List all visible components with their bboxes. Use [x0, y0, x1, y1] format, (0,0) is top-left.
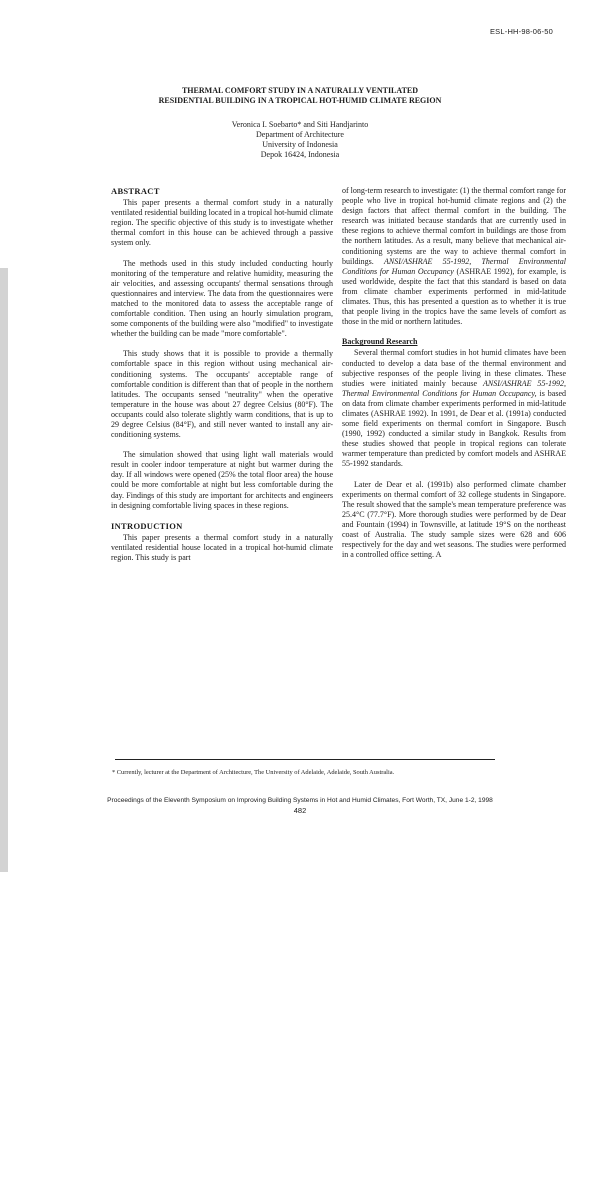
background-paragraph-2: Later de Dear et al. (1991b) also performed climate chamber experiments on thermal comfort of 32 college students in Singapore. The result showed that the sample's mean temperature preference was 25.4°C (77.7°F). More thorough studies were performed by de Dear and Fountain (1994) in Townsville, at latitude 19°S on the northeast coast of Australia. The study sample sizes were 628 and 606 respectively for the day and wet seasons. The studies were performed in a controlled office setting. A: [342, 479, 566, 560]
footnote: * Currently, lecturer at the Department of Architecture, The University of Adelaide, Adelaide, South Australia.: [112, 769, 395, 776]
left-column: [111, 186, 333, 573]
authors: Veronica I. Soebarto* and Siti Handjarinto: [231, 120, 369, 129]
footnote-divider: [115, 759, 495, 760]
right-column: [342, 186, 566, 570]
report-id: ESL-HH-98-06-50: [489, 27, 553, 36]
background-paragraph-1: [342, 348, 566, 469]
affiliation-department: Department of Architecture: [256, 130, 344, 139]
intro-standard-reference: ANSI/ASHRAE 55-1992, Thermal Environmental Conditions for Human Occupancy: [342, 256, 566, 276]
paper-header: [100, 86, 500, 160]
page-number: 482: [293, 806, 307, 815]
intro-cont-text-start: of long-term research to investigate: (1) the thermal comfort range for people who live in tropical hot-humid climate regions and (2) the design factors that affect thermal comfort in the building. The research was initiated because standards that are currently used in these regions to achieve thermal comfort in buildings are those from the northern latitudes. As a result, many believe that mechanical air-conditioning systems are the way to achieve thermal comfort in buildings.: [342, 186, 566, 266]
abstract-paragraph-2: The methods used in this study included conducting hourly monitoring of the temperature and relative humidity, measuring the air velocities, and assessing occupants' thermal sensations through questionnaires and interview. The data from the questionnaires were matched to the monitored data to assess the acceptable range of comfortable condition. Then using an hourly simulation program, some components of the building were also "modified" to investigate whether the building can be made "more comfortable".: [111, 258, 333, 339]
paper-title-line-1: THERMAL COMFORT STUDY IN A NATURALLY VENTILATED: [181, 86, 419, 95]
bg-p1-reference: ANSI/ASHRAE 55-1992, Thermal Environmental Conditions for Human Occupancy,: [342, 378, 567, 398]
introduction-continuation: [342, 186, 566, 327]
introduction-heading: INTRODUCTION: [111, 520, 183, 531]
abstract-heading: ABSTRACT: [111, 186, 160, 196]
scan-edge-bar: [0, 268, 8, 872]
affiliation-address: Depok 16424, Indonesia: [260, 150, 340, 159]
paper-title-line-2: RESIDENTIAL BUILDING IN A TROPICAL HOT-HUMID CLIMATE REGION: [158, 96, 442, 105]
abstract-paragraph-1: This paper presents a thermal comfort study in a naturally ventilated residential building located in a tropical hot-humid climate region. The specific objective of this study is to investigate whether thermal comfort in this house can be achieved through a passive system only.: [111, 198, 333, 248]
abstract-paragraph-4: The simulation showed that using light wall materials would result in cooler indoor temperature at night but warmer during the day. If all windows were opened (25% the total floor area) the house could be more comfortable at night but less comfortable during the day. Findings of this study are important for architects and engineers in designing comfortable living spaces in these regions.: [111, 450, 333, 510]
bg-p1-end: is based on data from climate chamber experiments performed in mid-latitude climates (ASHRAE 1992). In 1991, de Dear et al. (1991a) conducted some field experiments on thermal comfort in Singapore. Busch (1990, 1992) conducted a similar study in Bangkok. Results from these studies showed that people in tropical regions can tolerate warmer temperature than predicted by comfort models and ASHRAE 55-1992 standards.: [342, 388, 566, 469]
background-heading: Background Research: [342, 337, 418, 347]
intro-cont-text-end: (ASHRAE 1992), for example, is used worldwide, despite the fact that this standard is based on data from climate chamber experiments performed in mid-latitude climates. Thus, this has presented a question as to whether it is true that people living in the tropics have the same levels of comfort as those in the mid or northern latitudes.: [342, 266, 566, 327]
introduction-paragraph: This paper presents a thermal comfort study in a naturally ventilated residential house located in a tropical hot-humid climate region. This study is part: [111, 532, 333, 562]
affiliation-university: University of Indonesia: [262, 140, 338, 149]
bg-p1-start: Several thermal comfort studies in hot humid climates have been conducted to develop a data base of the thermal environment and subjective responses of the people living in these climates. These studies were initiated mainly because: [342, 348, 566, 388]
abstract-paragraph-3: This study shows that it is possible to provide a thermally comfortable space in this region without using mechanical air-conditioning systems. The occupants' acceptable range of comfortable condition is different than that of people in the northern latitudes. The occupants sensed "neutrality" when the operative temperature in the house was about 27 degree Celsius (80°F). The occupants could also tolerate slightly warm conditions, that is up to 29 degree Celsius (84°F), and still never wanted to install any air-conditioning systems.: [111, 349, 333, 440]
proceedings-line: Proceedings of the Eleventh Symposium on Improving Building Systems in Hot and Humid Climates, Fort Worth, TX, June 1-2, 1998: [107, 797, 493, 804]
